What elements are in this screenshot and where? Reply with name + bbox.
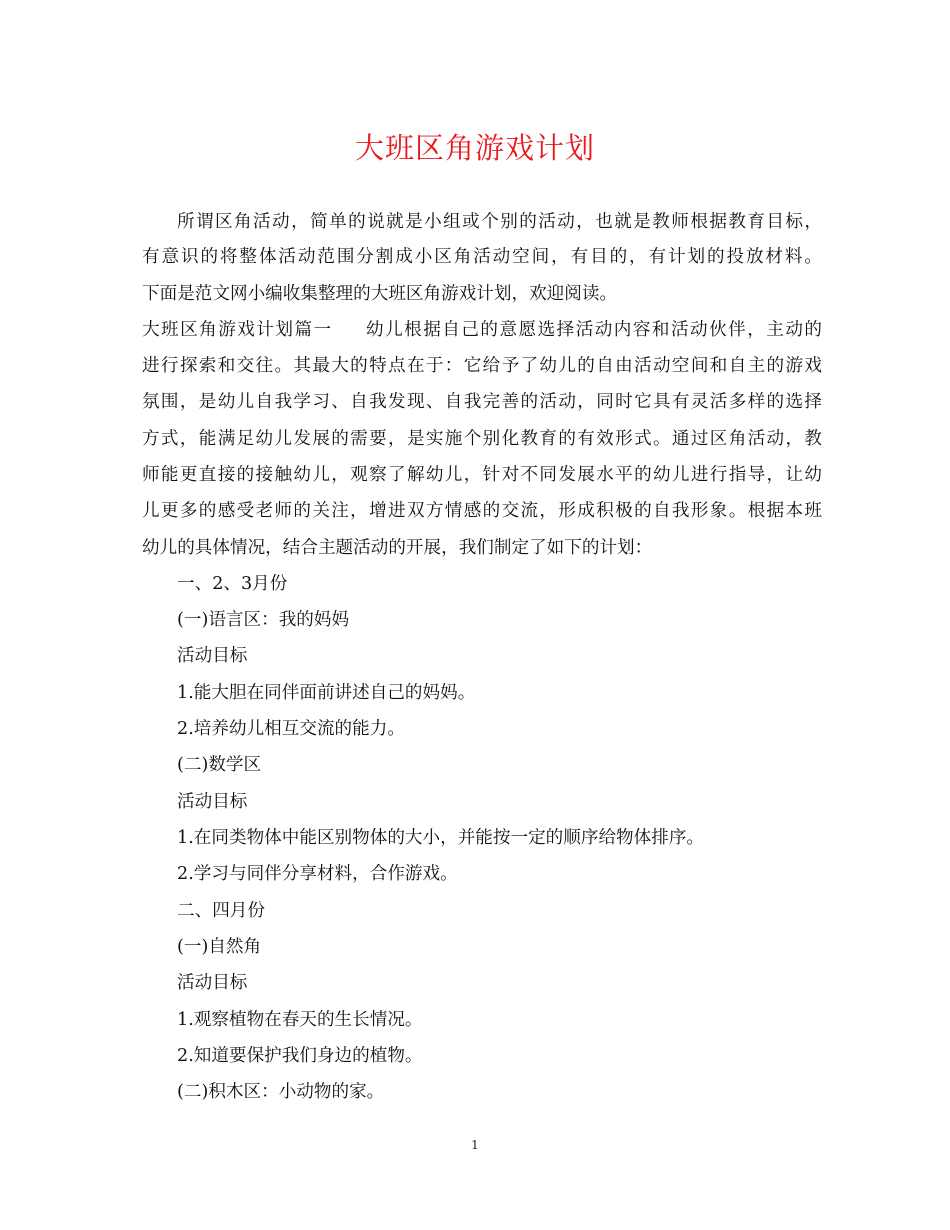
list-item: (一)语言区：我的妈妈: [177, 610, 350, 630]
list-item: 1.观察植物在春天的生长情况。: [177, 1010, 423, 1030]
list-item: (二)积木区：小动物的家。: [177, 1082, 385, 1102]
list-item: 1.在同类物体中能区别物体的大小，并能按一定的顺序给物体排序。: [177, 828, 705, 848]
document-title: 大班区角游戏计划: [354, 131, 595, 165]
list-item: (二)数学区: [177, 755, 262, 775]
section-1-line-7: 幼儿的具体情况，结合主题活动的开展，我们制定了如下的计划：: [142, 538, 653, 558]
intro-line-2: 有意识的将整体活动范围分割成小区角活动空间，有目的，有计划的投放材料。: [142, 247, 822, 267]
list-item: 2.学习与同伴分享材料，合作游戏。: [177, 864, 458, 884]
section-1-heading: 大班区角游戏计划篇一: [142, 320, 333, 340]
section-1-line-5: 师能更直接的接触幼儿，观察了解幼儿，针对不同发展水平的幼儿进行指导，让幼: [142, 465, 822, 485]
section-1-line-2: 进行探索和交往。其最大的特点在于：它给予了幼儿的自由活动空间和自主的游戏: [142, 356, 822, 376]
section-1-text-start: 幼儿根据自己的意愿选择活动内容和活动伙伴，主动的: [364, 320, 822, 340]
section-1-line-6: 儿更多的感受老师的关注，增进双方情感的交流，形成积极的自我形象。根据本班: [142, 501, 822, 521]
list-item: 活动目标: [177, 646, 248, 666]
list-item: 1.能大胆在同伴面前讲述自己的妈妈。: [177, 683, 476, 703]
section-1-line-3: 氛围，是幼儿自我学习、自我发现、自我完善的活动，同时它具有灵活多样的选择: [142, 392, 822, 412]
page-number: 1: [471, 1138, 479, 1152]
list-item: 一、2、3月份: [177, 574, 288, 594]
intro-line-3: 下面是范文网小编收集整理的大班区角游戏计划，欢迎阅读。: [142, 284, 618, 304]
list-item: 活动目标: [177, 792, 248, 812]
list-item: (一)自然角: [177, 937, 262, 957]
section-1-line-4: 方式，能满足幼儿发展的需要，是实施个别化教育的有效形式。通过区角活动，教: [142, 429, 822, 449]
list-item: 2.培养幼儿相互交流的能力。: [177, 719, 405, 739]
list-item: 2.知道要保护我们身边的植物。: [177, 1046, 423, 1066]
intro-line-1: 所谓区角活动，简单的说就是小组或个别的活动，也就是教师根据教育目标，: [177, 212, 822, 232]
list-item: 二、四月份: [177, 901, 265, 921]
section-1-first-line: [142, 318, 822, 342]
list-item: 活动目标: [177, 973, 248, 993]
